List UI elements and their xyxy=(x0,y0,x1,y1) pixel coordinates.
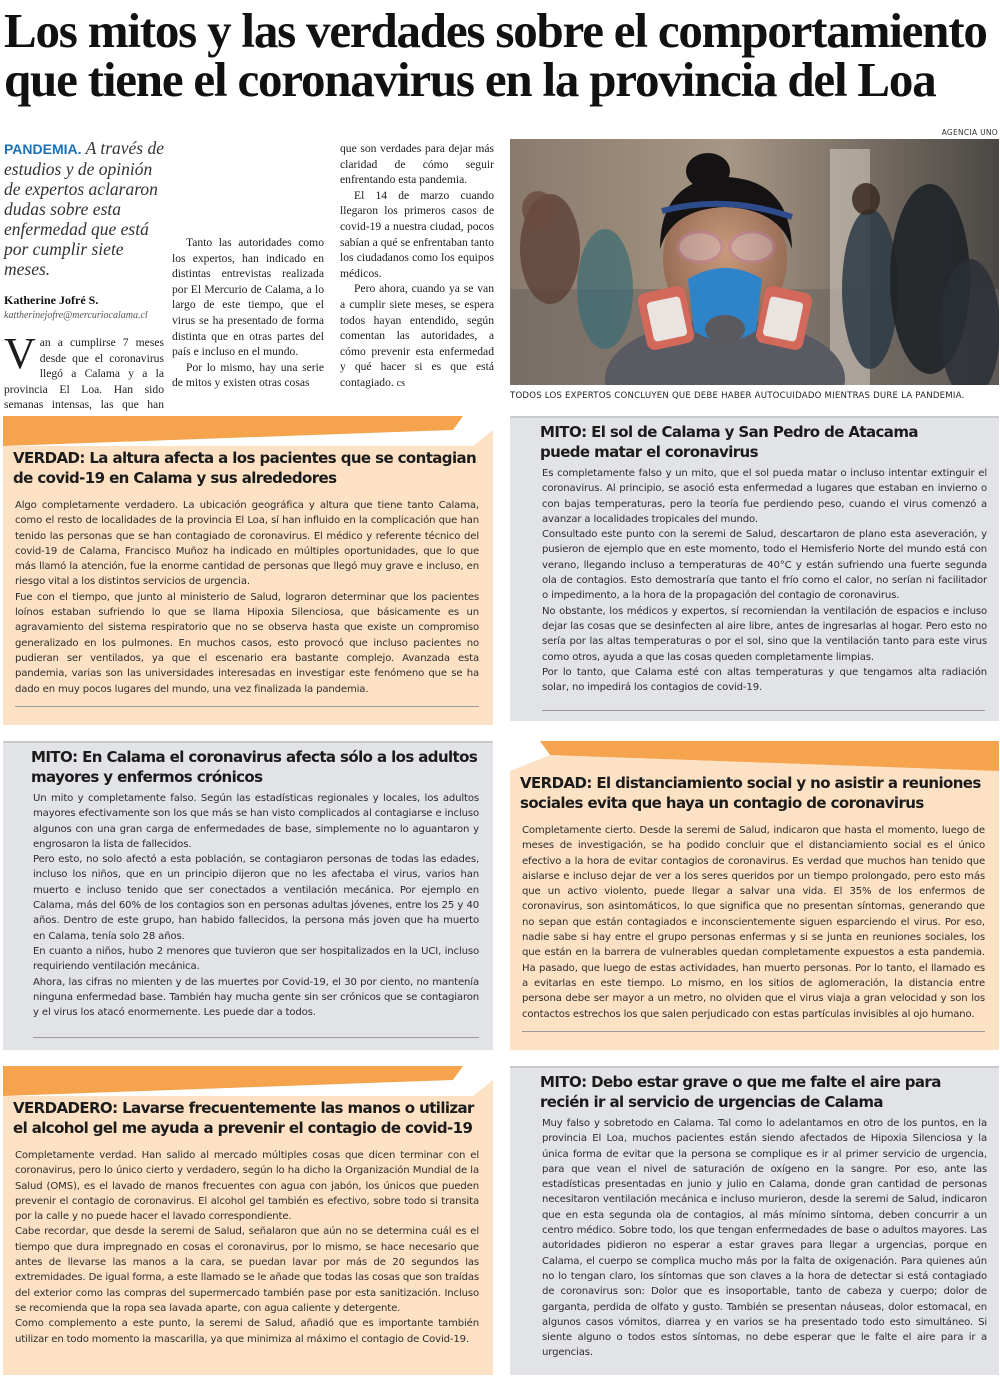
dropcap: V xyxy=(4,329,36,378)
box-paragraph: Algo completamente verdadero. La ubicación geográfica y altura que tiene tanto Calama, como el resto de localidades de la provincia El Loa, sí han influido en la complicación que han tenido las personas que se han contagiado de coronavirus. El médico y referente técnico del covid-19 de Calama, Francisco Muñoz ha indicado en múltiples oportunidades, que lo que más llamó la atención, fue la enorme cantidad de personas que llegó muy grave e incluso, en riesgo vital a los distintos servicios de urgencia. xyxy=(15,500,479,588)
box-paragraph: Es completamente falso y un mito, que el sol pueda matar o incluso intentar extinguir el coronavirus. Al principio, se asoció esta enfermedad a lugares que estaban en invierno o con bajas temperaturas, pero la teoría fue perdiendo peso, cuando el virus comenzó a avanzar a localidades tropicales del mundo. xyxy=(542,468,987,525)
box-paragraph: Por lo tanto, que Calama esté con altas temperaturas y que tengamos alta radiación solar, no impedirá los contagios de covid-19. xyxy=(542,666,987,694)
box-text xyxy=(542,1116,987,1361)
intro-column-2 xyxy=(172,235,324,391)
fact-box-elderly xyxy=(3,741,493,1050)
box-text xyxy=(542,466,987,695)
box-paragraph: Ahora, las cifras no mienten y de las muertes por Covid-19, el 30 por ciento, no mantenía ninguna enfermedad base. También hay mucha gente sin ser crónicos que se contagiaron y el virus los atacó enormemente. Les puede dar a todos. xyxy=(33,976,479,1019)
author: Katherine Jofré S. xyxy=(4,293,99,307)
kicker: PANDEMIA. xyxy=(4,141,82,157)
box-paragraph: No obstante, los médicos y expertos, sí recomiendan la ventilación de espacios e incluso dejar las cosas que se desinfecten al aire libre, antes de ingresarlas al hogar. Pero esto no sería por las altas temperaturas o por el sol, sino que la ventilación tanto para este virus como otros, ayuda a que las cosas queden completamente limpias. xyxy=(542,605,987,663)
box-paragraph: Pero esto, no solo afectó a esta población, se contagiaron personas de todas las edades, incluso los niños, que en un principio dijeron que no les afectaba el virus, varios han muerto e incluso tenido que ser conectados a ventilación mecánica. Por ejemplo en Calama, más del 60% de los contagios son en personas adultas jóvenes, entre los 25 y 40 años. Dentro de este grupo, han habido fallecidos, la persona más joven que ha muerto en Calama, tenía solo 28 años. xyxy=(33,854,479,942)
author-email[interactable]: kattherinejofre@mercuriocalama.cl xyxy=(4,310,148,321)
photo-illustration xyxy=(510,139,999,385)
body-paragraph-4: que son verdades para dejar más claridad de cómo seguir enfrentando esta pandemia. xyxy=(340,142,494,187)
body-paragraph-1: Van a cumplirse 7 meses desde que el coronavirus llegó a Calama y a la provincia El Loa. Han sido semanas intensas, las que han xyxy=(4,329,164,412)
box-paragraph: Muy falso y sobretodo en Calama. Tal como lo adelantamos en otro de los puntos, en la provincia El Loa, muchos pacientes están siendo afectados de Hipoxia Silenciosa y la única forma de evitar que la persona se complique es ir al primer servicio de urgencia, para que vean el nivel de saturación de oxígeno en la sangre. Por eso, ante las estadísticas presentadas en junio y julio en Calama, donde gran cantidad de personas necesitaron ventilación mecánica e incluso murieron, desde la seremi de Salud, indicaron que en esta segunda ola de contagios, al más mínimo síntoma, deben concurrir a un centro médico. Sobre todo, los que tengan enfermedades de base o adultos mayores. Las autoridades pidieron no esperar a estar graves para llegar a urgencias, porque en Calama, el cuerpo se complica mucho más por la falta de oxigenación. Para quienes aún no lo tengan claro, los síntomas que son claves a la hora de detectar si está contagiado de coronavirus son: Dolor que es insoportable, tanto de cabeza y cuerpo; dolor de garganta, perdida de olfato y gusto. También se presentan náuseas, dolor estomacal, en algunos casos vómitos, diarrea y en varios se ha presentado todo esto simultáneo. Si siente alguno o todos estos síntomas, no debe esperar que le falte el aire para ir a urgencias. xyxy=(542,1118,987,1359)
fact-box-sun xyxy=(510,416,999,721)
end-mark: cs xyxy=(396,377,406,389)
news-photo xyxy=(510,139,999,385)
photo-credit: AGENCIA UNO xyxy=(941,128,998,137)
intro-column-3 xyxy=(340,141,494,392)
lede xyxy=(4,138,164,279)
body-paragraph-3: Por lo mismo, hay una serie de mitos y existen otras cosas xyxy=(172,360,324,390)
box-paragraph: Como complemento a este punto, la seremi de Salud, añadió que es importante también utilizar en todo momento la mascarilla, ya que minimiza al máximo el contagio de Covid-19. xyxy=(15,1318,479,1345)
box-paragraph: Un mito y completamente falso. Según las estadísticas regionales y locales, los adultos mayores efectivamente son los que más se han visto complicados al contagiarse e incluso algunos con una gran carga de enfermedades de base, simplemente no lo aguantaron y engrosaron la lista de fallecidos. xyxy=(33,793,479,850)
body-paragraph-5: El 14 de marzo cuando llegaron los primeros casos de covid-19 a nuestra ciudad, pocos sabían a qué se enfrentaban tanto los ciudadanos como los equipos médicos. xyxy=(340,188,494,280)
fact-box-handwashing xyxy=(3,1066,493,1375)
photo-caption: TODOS LOS EXPERTOS CONCLUYEN QUE DEBE HABER AUTOCUIDADO MIENTRAS DURE LA PANDEMIA. xyxy=(510,391,965,401)
box-text xyxy=(522,823,985,1022)
box-title: VERDAD: El distanciamiento social y no asistir a reuniones sociales evita que haya un contagio de coronavirus xyxy=(520,774,981,812)
box-divider xyxy=(522,1031,985,1032)
box-paragraph: Fue con el tiempo, que junto al ministerio de Salud, lograron determinar que los pacientes loínos estaban sufriendo lo que se llama Hipoxia Silenciosa, que básicamente es un agravamiento del sistema respiratorio que no se observa hasta que existe un compromiso generalizado en los pulmones. En muchos casos, esto provocó que incluso pacientes no pudieran ser ventilados, ya que el escenario era bastante complejo. Avanzada esta pandemia, varias son las universidades interesadas en investigar este fenómeno que se ha dado en muy pocos lugares del mundo, una vez finalizada la pandemia. xyxy=(15,591,479,695)
box-title: VERDAD: La altura afecta a los pacientes que se contagian de covid-19 en Calama y sus alrededores xyxy=(13,449,477,487)
lede-text: A través de estudios y de opinión de expertos aclararon dudas sobre esta enfermedad que está por cumplir siete meses. xyxy=(4,138,165,279)
box-flag-stripe xyxy=(510,741,999,771)
fact-box-emergency xyxy=(510,1066,999,1375)
box-divider xyxy=(542,710,985,711)
box-paragraph: Completamente cierto. Desde la seremi de Salud, indicaron que hasta el momento, luego de meses de investigación, se ha podido concluir que el distanciamiento social es el único efectivo a la hora de evitar contagios de coronavirus. Es verdad que muchos han tenido que aislarse e incluso dejar de ver a los seres queridos por un tiempo prolongado, pero esto más que un activo violento, puede llegar a salvar una vida. El 35% de los enfermos de coronavirus, son asintomáticos, lo que significa que no presentan síntomas, generando que no sepan que están contagiados e inconscientemente siguen esparciendo el virus. Por eso, nadie sabe si hay entre el grupo personas enfermas y si se junta en reuniones sociales, los que están en la barrera de vulnerables quedan completamente expuestos a esta pandemia. Ha pasado, que luego de estas actividades, han muerto personas. Por lo tanto, el llamado es a evitarlas en este tiempo. Lo mismo, en los sitios de aglomeración, la distancia entre persona debe ser mayor a un metro, no olviden que el virus viaja a gran velocidad y son los contactos estrechos los que salen perjudicado con estas partículas invisibles al ojo humano. xyxy=(522,825,985,1020)
body-paragraph-6: Pero ahora, cuando ya se van a cumplir siete meses, se espera todos hayan entendido, según comentan las autoridades, a cómo prevenir esta enfermedad y qué hacer si es que está contagiado. cs xyxy=(340,282,494,389)
box-paragraph: En cuanto a niños, hubo 2 menores que tuvieron que ser hospitalizados en la UCI, incluso requiriendo ventilación mecánica. xyxy=(33,945,479,973)
box-title: VERDADERO: Lavarse frecuentemente las manos o utilizar el alcohol gel me ayuda a prevenir el contagio de covid-19 xyxy=(13,1099,474,1137)
box-paragraph: Cabe recordar, que desde la seremi de Salud, señalaron que aún no se determina cuál es el tiempo que dura impregnado en cosas el coronavirus, por lo mismo, se hace necesario que antes de llevarse las manos a la cara, se puedan lavar por más de 20 segundos las extremidades. De igual forma, a este llamado se le añade que todas las cosas que son traídas del exterior como las compras del supermercado también pase por esta sanitización. Incluso se recomienda que la ropa sea lavada aparte, con agua caliente y detergente. xyxy=(15,1226,479,1314)
box-paragraph: Completamente verdad. Han salido al mercado múltiples cosas que dicen terminar con el coronavirus, pero lo único cierto y verdadero, según lo ha dicho la Organización Mundial de la Salud (OMS), es el lavado de manos frecuentes con agua con jabón, los únicos que pueden prevenir el contagio de coronavirus. El alcohol gel también es efectivo, sobre todo si transita por la calle y no puede hacer el lavado correspondiente. xyxy=(15,1150,479,1223)
box-divider xyxy=(15,706,479,707)
box-title: MITO: En Calama el coronavirus afecta sólo a los adultos mayores y enfermos crónicos xyxy=(31,748,478,786)
box-paragraph: Consultado este punto con la seremi de Salud, descartaron de plano esta aseveración, y pusieron de ejemplo que en este momento, todo el Hemisferio Norte del mundo está con verano, llegando incluso a temperaturas de 40°C y están sufriendo una fuerte segunda ola de contagios. Esto demostraría que tanto el frío como el calor, no serían ni facilitador o impedimento, a la hora de la propagación del contagio de coronavirus. xyxy=(542,529,987,602)
box-divider xyxy=(33,1037,479,1038)
box-text xyxy=(15,1148,479,1347)
headline: Los mitos y las verdades sobre el comportamiento que tiene el coronavirus en la provincia del Loa xyxy=(4,3,987,107)
body-paragraph-2: Tanto las autoridades como los expertos, han indicado en distintas entrevistas realizada por El Mercurio de Calama, a lo largo de este tiempo, que el virus se ha presentado de forma distinta que en otras partes del país e incluso en el mundo. xyxy=(172,236,324,359)
box-flag-stripe xyxy=(3,1066,493,1096)
fact-box-altitude xyxy=(3,416,493,725)
box-text xyxy=(33,791,479,1020)
box-text xyxy=(15,498,479,697)
box-title: MITO: El sol de Calama y San Pedro de Atacama puede matar el coronavirus xyxy=(540,423,918,461)
fact-box-distancing xyxy=(510,741,999,1050)
box-title: MITO: Debo estar grave o que me falte el aire para recién ir al servicio de urgencias de Calama xyxy=(540,1073,941,1111)
box-flag-stripe xyxy=(3,416,493,446)
intro-column-1 xyxy=(4,138,164,444)
